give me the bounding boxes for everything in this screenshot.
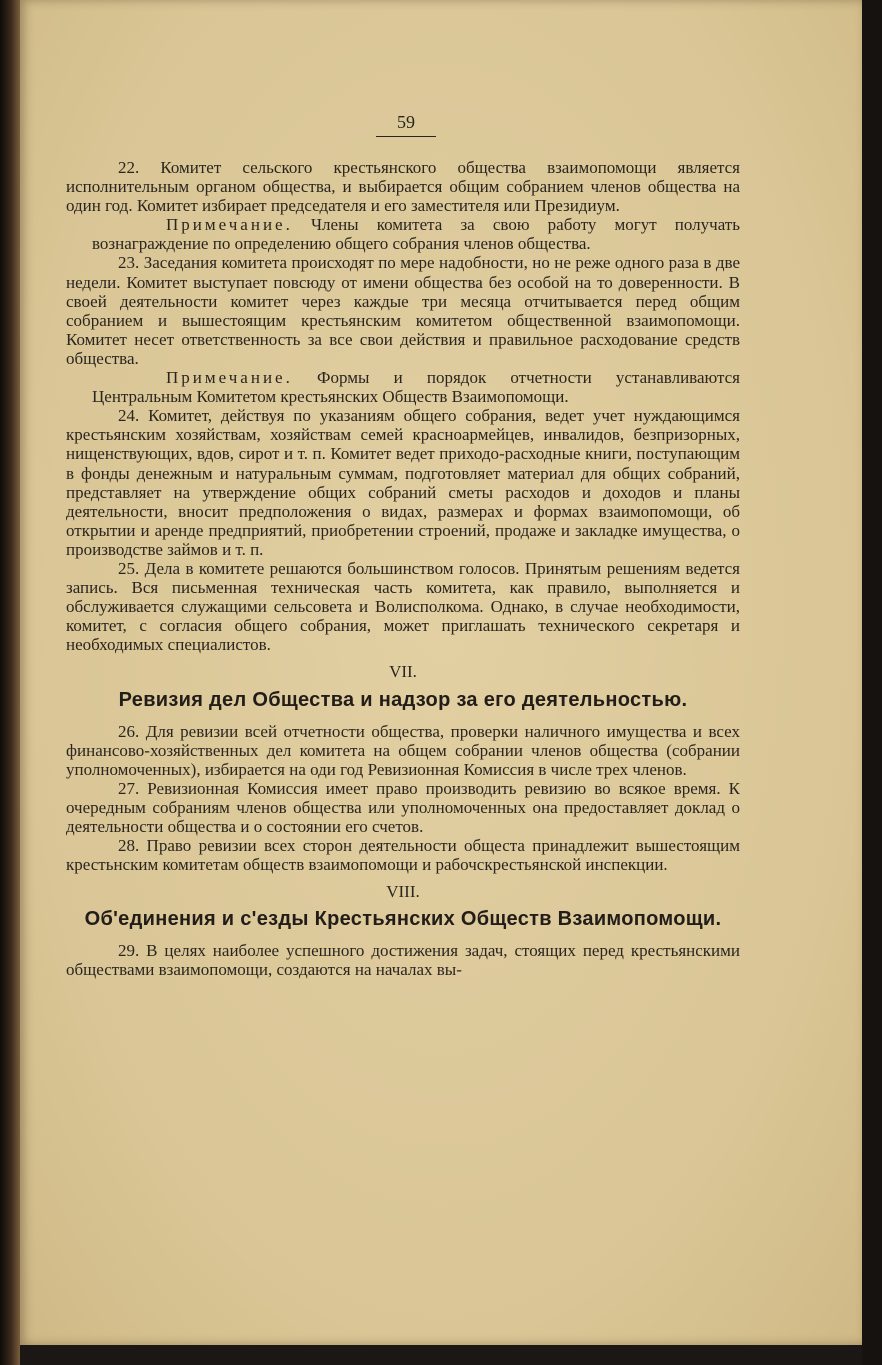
section-7-number: VII. [389, 662, 417, 682]
paragraph-27: 27. Ревизионная Комиссия имеет право производить ревизию во всякое время. К очередным собраниям членов общества или уполномоченных она предоставляет доклад о деятельности общества и о состоянии его счетов. [66, 778, 740, 836]
note-2-text: Формы и порядок отчетности устанавливаются Центральным Комитетом крестьянских Обществ Взаимопомощи. [92, 368, 740, 407]
page-body [66, 158, 740, 980]
paragraph-29: 29. В целях наиболее успешного достижения задач, стоящих перед крестьянскими обществами взаимопомощи, создаются на началах вы- [66, 941, 740, 980]
bottom-margin [20, 1345, 862, 1365]
right-margin [862, 0, 882, 1365]
section-7-title: Ревизия дел Общества и надзор за его деятельностью. [118, 688, 688, 711]
note-1-text: Члены комитета за свою работу могут получать вознаграждение по определению общего собрания членов общества. [92, 215, 740, 254]
note-1-content [92, 215, 740, 253]
paragraph-22: 22. Комитет сельского крестьянского общества взаимопомощи является исполнительным органом общества, и выбирается общим собранием членов общества на один год. Комитет избирает председателя и его заместителя или Президиум. [66, 158, 740, 216]
section-8-number: VIII. [386, 882, 420, 902]
page-number: 59 [376, 112, 436, 137]
paragraph-26: 26. Для ревизии всей отчетности общества, проверки наличного имущества и всех финансово-хозяйственных дел комитета на общем собрании членов общества (собрании уполномоченных), избирается на оди год Ревизионная Комиссия в числе трех членов. [66, 721, 740, 779]
paragraph-25: 25. Дела в комитете решаются большинством голосов. Принятым решениям ведется запись. Вся письменная техническая часть комитета, как правило, выполняется и обслуживается служащими сельсовета и Волисполкома. Однако, в случае необходимости, комитет, с согласия общего собрания, может приглашать технического секретаря и необходимых специалистов. [66, 558, 740, 655]
paragraph-23: 23. Заседания комитета происходят по мере надобности, но не реже одного раза в две недели. Комитет выступает повсюду от имени общества без особой на то доверенности. В своей деятельности комитет через каждые три месяца отчитывается перед общим собранием и вышестоящим крестьянским комитетом общественной взаимопомощи. Комитет несет ответственность за все свои действия и правильное расходование средств общества. [66, 253, 740, 368]
paragraph-24: 24. Комитет, действуя по указаниям общего собрания, ведет учет нуждающимся крестьянским хозяйствам, хозяйствам семей красноармейцев, инвалидов, безпризорных, нищенствующих, вдов, сирот и т. п. Комитет ведет приходо-расходные книги, поступающим в фонды денежным и натуральным суммам, подготовляет материал для общих собраний, представляет на утверждение общих собраний сметы расходов и доходов и планы деятельности, вносит предположения о видах, размерах и формах взаимопомощи, об открытии и аренде предприятий, приобретении строений, продаже и закладке имущества, о производстве займов и т. п. [66, 406, 740, 559]
book-spine [0, 0, 20, 1365]
note-2-label: Примечание. [166, 368, 293, 388]
note-1 [66, 215, 740, 253]
note-1-label: Примечание. [166, 215, 293, 235]
section-8-title: Об'единения и с'езды Крестьянских Обществ Взаимопомощи. [84, 908, 722, 931]
paragraph-28: 28. Право ревизии всех сторон деятельности общеста принадлежит вышестоящим крестьнским комитетам обществ взаимопомощи и рабочскрестьянской инспекции. [66, 836, 740, 875]
note-2-content [92, 368, 740, 406]
note-2 [66, 368, 740, 406]
